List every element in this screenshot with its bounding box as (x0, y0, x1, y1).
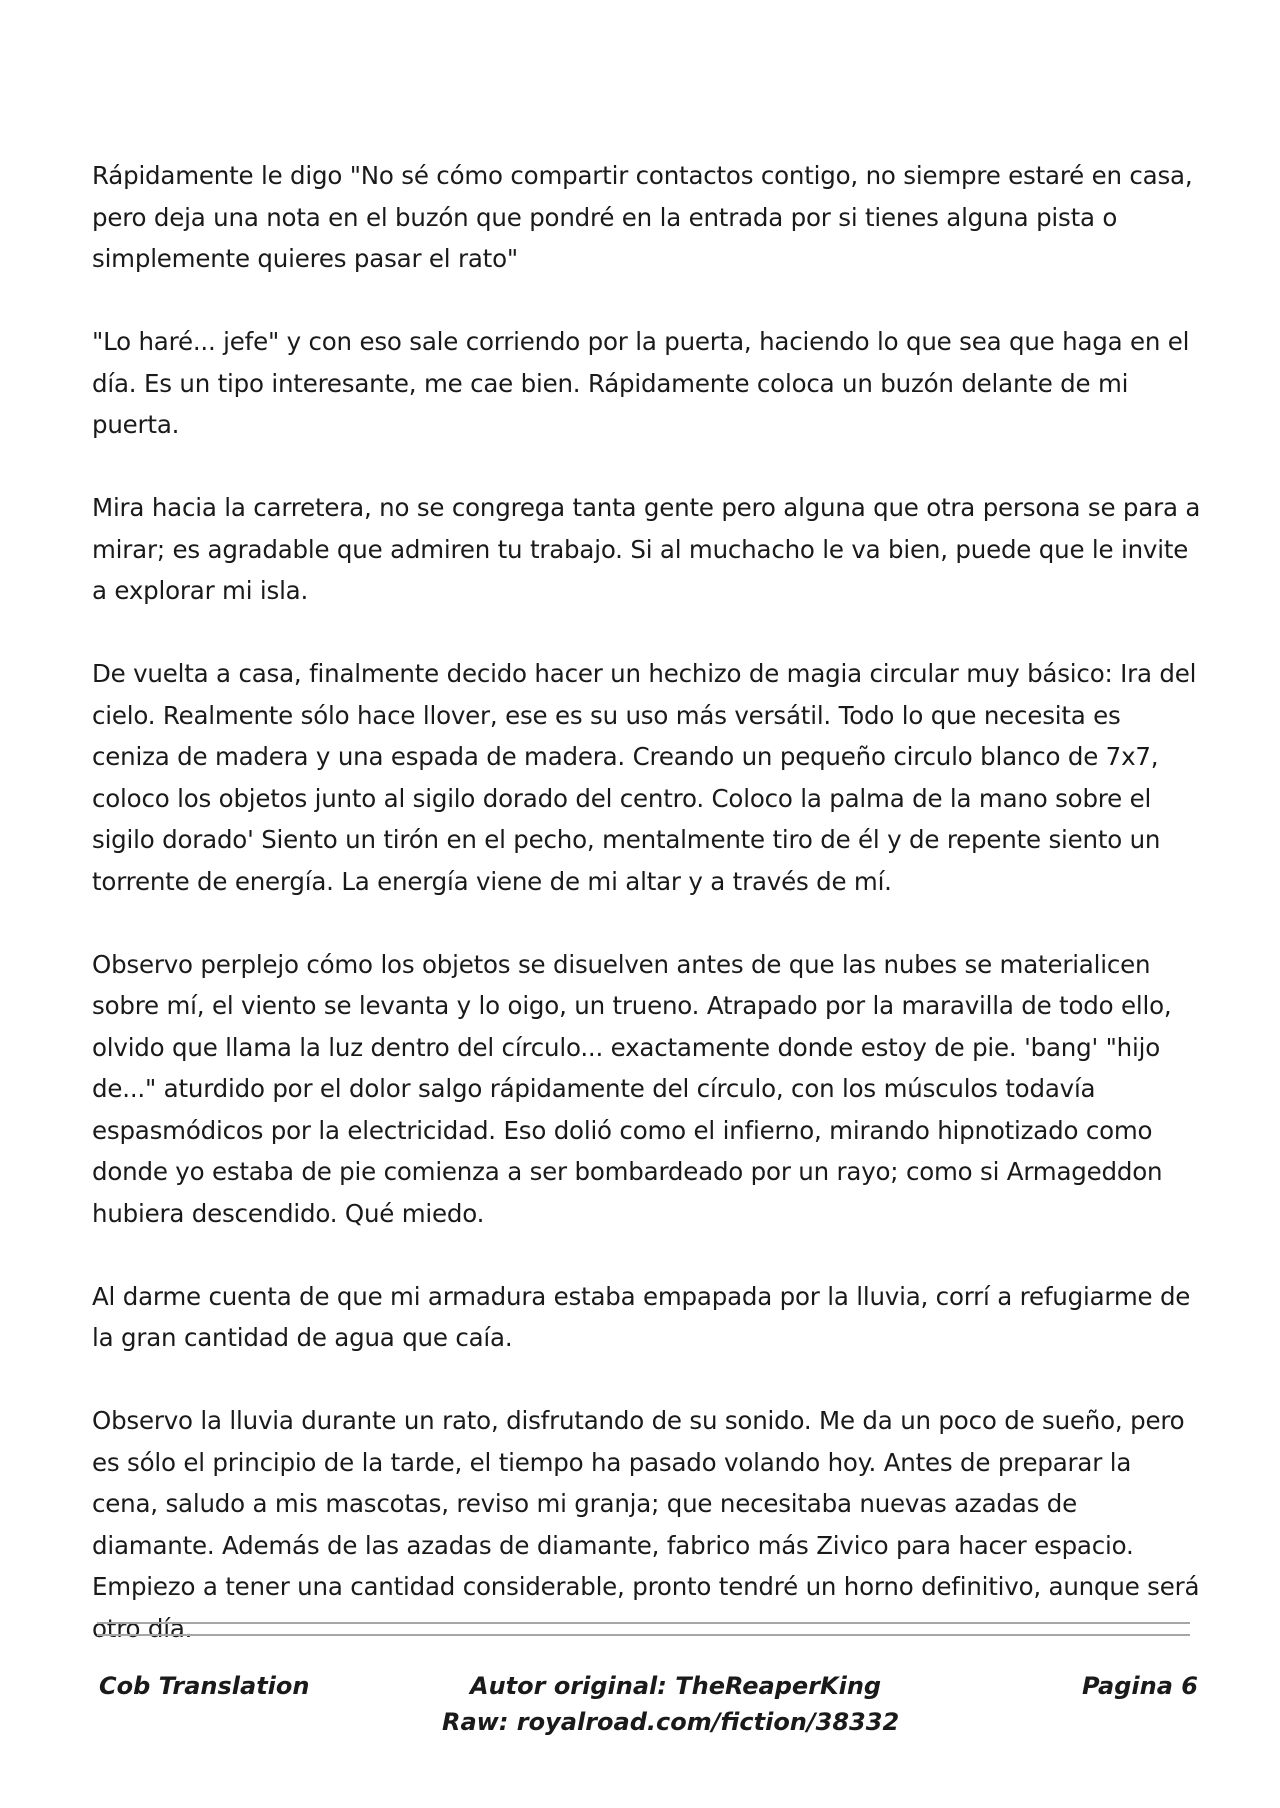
paragraph-1: Rápidamente le digo "No sé cómo compartir contactos contigo, no siempre estaré en casa, pero deja una nota en el buzón que pondré en la entrada por si tienes alguna pista o simplemente quieres pasar el rato" (92, 161, 1193, 273)
footer-author: Autor original: TheReaperKing (470, 1672, 882, 1700)
footer-divider-top (97, 1622, 1190, 1624)
paragraph-2: "Lo haré... jefe" y con eso sale corriendo por la puerta, haciendo lo que sea que haga en el día. Es un tipo interesante, me cae bien. Rápidamente coloca un buzón delante de mi puerta. (92, 327, 1190, 439)
paragraph-6: Al darme cuenta de que mi armadura estaba empapada por la lluvia, corrí a refugiarme de la gran cantidad de agua que caía. (92, 1281, 1191, 1352)
footer-divider-bottom (97, 1634, 1190, 1636)
paragraph-4: De vuelta a casa, finalmente decido hacer un hechizo de magia circular muy básico: Ira del cielo. Realmente sólo hace llover, ese es su uso más versátil. Todo lo que necesita es ceniza de madera y una espada de madera. Creando un pequeño circulo blanco de 7x7, coloco los objetos junto al sigilo dorado del centro. Coloco la palma de la mano sobre el sigilo dorado' Siento un tirón en el pecho, mentalmente tiro de él y de repente siento un torrente de energía. La energía viene de mi altar y a través de mí. (92, 659, 1197, 896)
paragraph-3: Mira hacia la carretera, no se congrega tanta gente pero alguna que otra persona se para a mirar; es agradable que admiren tu trabajo. Si al muchacho le va bien, puede que le invite a explorar mi isla. (92, 493, 1201, 605)
footer-translator: Cob Translation (99, 1672, 310, 1700)
paragraph-5: Observo perplejo cómo los objetos se disuelven antes de que las nubes se materialicen sobre mí, el viento se levanta y lo oigo, un trueno. Atrapado por la maravilla de todo ello, olvido que llama la luz dentro del círculo... exactamente donde estoy de pie. 'bang' "hijo de..." aturdido por el dolor salgo rápidamente del círculo, con los músculos todavía espasmódicos por la electricidad. Eso dolió como el infierno, mirando hipnotizado como donde yo estaba de pie comienza a ser bombardeado por un rayo; como si Armageddon hubiera descendido. Qué miedo. (92, 949, 1172, 1228)
paragraph-7: Observo la lluvia durante un rato, disfrutando de su sonido. Me da un poco de sueño, pero es sólo el principio de la tarde, el tiempo ha pasado volando hoy. Antes de preparar la cena, saludo a mis mascotas, reviso mi granja; que necesitaba nuevas azadas de diamante. Además de las azadas de diamante, fabrico más Zivico para hacer espacio. Empiezo a tener una cantidad considerable, pronto tendré un horno definitivo, aunque será otro día. (92, 1406, 1200, 1643)
body-text (92, 155, 1202, 1691)
footer-raw-source: Raw: royalroad.com/fiction/38332 (442, 1708, 900, 1736)
footer-page-number: Pagina 6 (1082, 1672, 1198, 1700)
